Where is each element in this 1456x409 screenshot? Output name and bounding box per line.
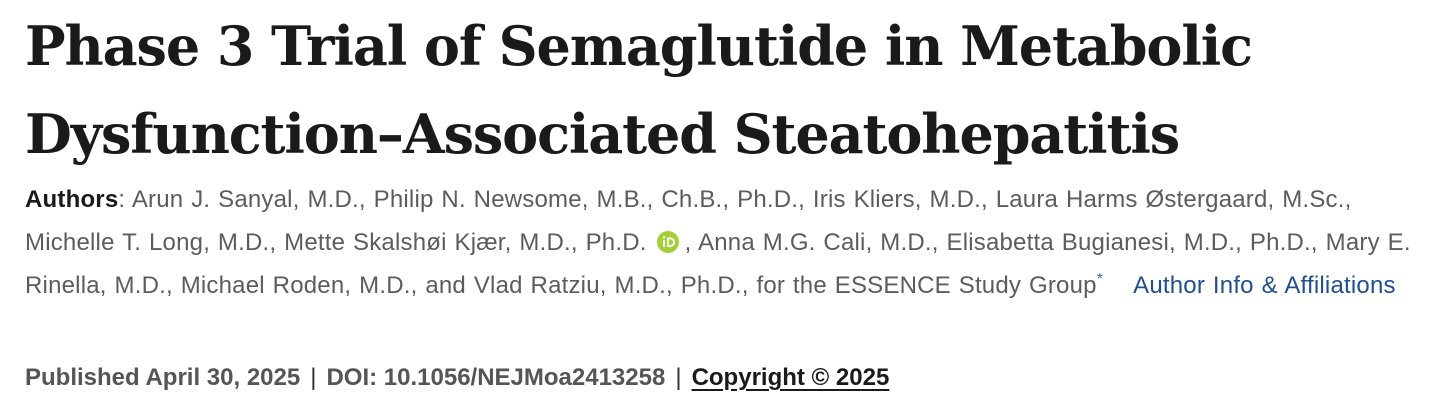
published-date: Published April 30, 2025 [25,364,301,391]
article-title: Phase 3 Trial of Semaglutide in Metabolic Dysfunction–Associated Steatohepatitis [25,14,1252,166]
authors-label: Authors [25,186,119,213]
authors-text-part1: Arun J. Sanyal, M.D., Philip N. Newsome, M.B., Ch.B., Ph.D., Iris Kliers, M.D., Laura Harms Østergaard, M.Sc., Michelle T. Long, M.D., Mette Skalshøi Kjær, M.D., Ph.D. [25,186,1352,256]
author-info-affiliations-link[interactable]: Author Info & Affiliations [1133,272,1396,299]
publication-meta [25,358,889,398]
author-list [25,178,1435,307]
orcid-icon[interactable] [657,231,679,253]
meta-separator: | [675,364,682,391]
authors-colon: : [118,186,132,213]
authors-text-part2: , Anna M.G. Cali, M.D., Elisabetta Bugianesi, M.D., Ph.D., Mary E. Rinella, M.D., Michael Roden, M.D., and Vlad Ratziu, M.D., Ph.D., for the ESSENCE Study Group [25,229,1411,299]
copyright-link[interactable]: Copyright © 2025 [691,364,890,391]
footnote-marker[interactable]: * [1096,271,1104,288]
doi: DOI: 10.1056/NEJMoa2413258 [326,364,666,391]
meta-separator: | [310,364,317,391]
